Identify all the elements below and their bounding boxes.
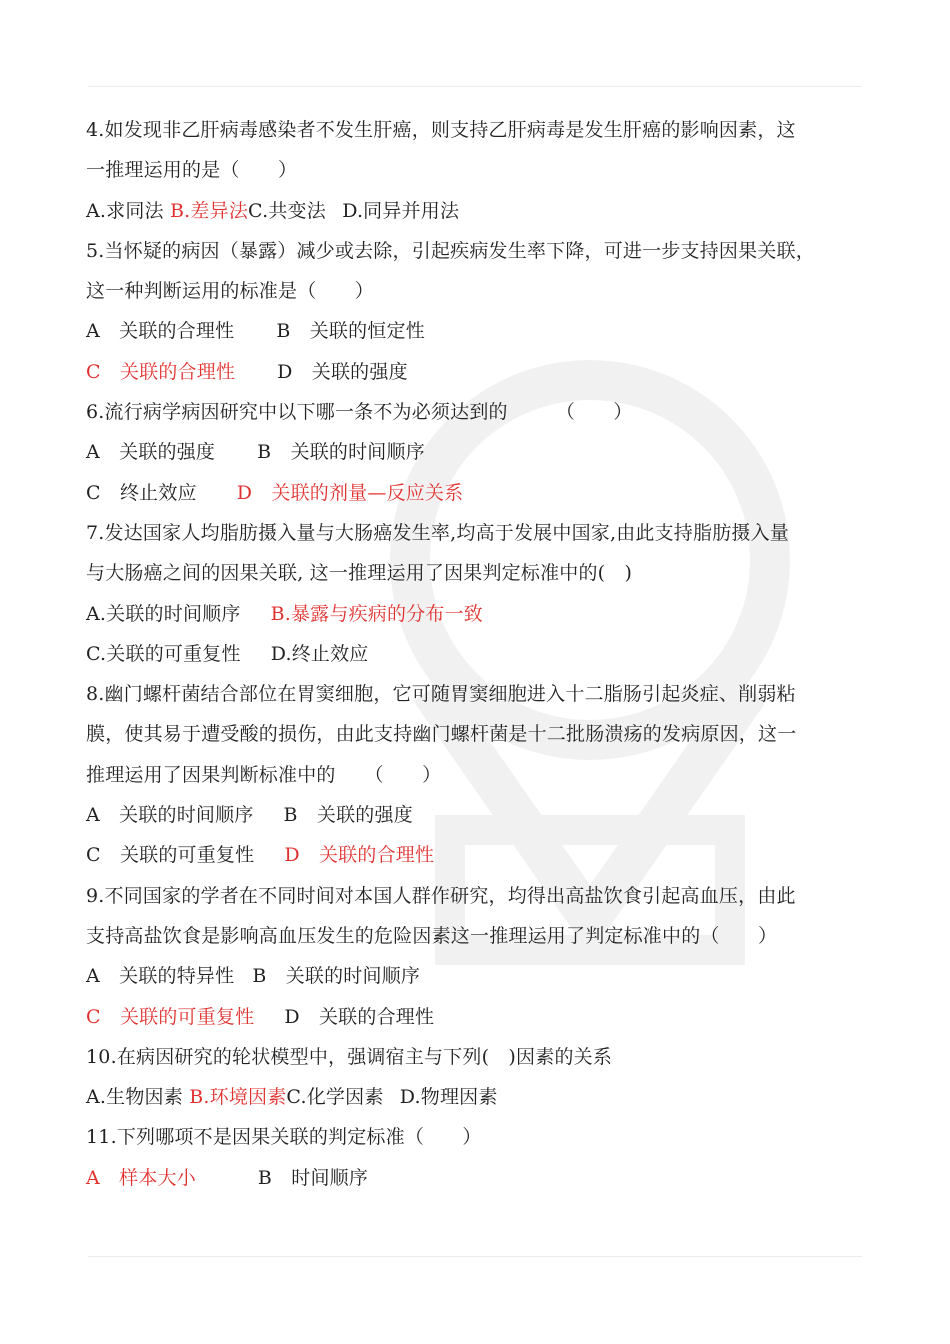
question-5-options-row-1 — [86, 311, 886, 351]
question-7-stem-line-1: 7.发达国家人均脂肪摄入量与大肠癌发生率,均高于发展中国家,由此支持脂肪摄入量 — [86, 521, 790, 544]
question-5-stem-line-2: 这一种判断运用的标准是（ ） — [86, 280, 375, 303]
option-b: B 关联的强度 — [283, 804, 413, 827]
question-11-stem-line-1: 11.下列哪项不是因果关联的判定标准（ ） — [86, 1126, 482, 1149]
option-d-answer: D 关联的合理性 — [284, 844, 435, 867]
option-a: A 关联的强度 — [86, 441, 216, 464]
option-a: A.生物因素 — [86, 1086, 183, 1109]
option-d: D 关联的合理性 — [284, 1005, 435, 1028]
question-9-stem-line-2: 支持高盐饮食是影响高血压发生的危险因素这一推理运用了判定标准中的（ ） — [86, 924, 778, 947]
option-c: C 终止效应 — [86, 481, 197, 504]
question-9-options-row-1 — [86, 956, 886, 996]
option-d: D.物理因素 — [399, 1086, 498, 1109]
question-8-stem-line-3: 推理运用了因果判断标准中的 （ ） — [86, 763, 442, 786]
question-8-options-row-1 — [86, 795, 886, 835]
option-c-answer: C 关联的合理性 — [86, 360, 236, 383]
option-c: C.关联的可重复性 — [86, 642, 241, 665]
option-b-answer: B.环境因素 — [189, 1086, 287, 1109]
question-7-options-row-1 — [86, 594, 886, 634]
option-d: D.同异并用法 — [342, 199, 460, 222]
header-rule — [88, 86, 862, 87]
option-a: A 关联的时间顺序 — [86, 804, 254, 827]
question-9-stem-line-1: 9.不同国家的学者在不同时间对本国人群作研究，均得出高盐饮食引起高血压，由此 — [86, 884, 796, 907]
option-d-answer: D 关联的剂量—反应关系 — [236, 481, 464, 504]
question-10-stem-line-1: 10.在病因研究的轮状模型中，强调宿主与下列( )因素的关系 — [86, 1045, 613, 1068]
option-d: D 关联的强度 — [277, 360, 408, 383]
question-9-options-row-2 — [86, 997, 886, 1037]
option-c: C 关联的可重复性 — [86, 844, 255, 867]
question-5-options-row-2 — [86, 352, 886, 392]
option-b-answer: B.差异法 — [170, 199, 249, 222]
question-7-stem-line-2: 与大肠癌之间的因果关联, 这一推理运用了因果判定标准中的( ) — [86, 562, 633, 585]
question-4-stem-line-2: 一推理运用的是（ ） — [86, 159, 298, 182]
option-b: B 关联的时间顺序 — [252, 965, 421, 988]
option-a: A.求同法 — [86, 199, 164, 222]
option-c-answer: C 关联的可重复性 — [86, 1005, 255, 1028]
question-list — [86, 110, 886, 1198]
option-a: A 关联的合理性 — [86, 320, 235, 343]
option-d: D.终止效应 — [270, 642, 369, 665]
option-a: A.关联的时间顺序 — [86, 602, 241, 625]
question-8-stem-line-1: 8.幽门螺杆菌结合部位在胃窦细胞，它可随胃窦细胞进入十二脂肠引起炎症、削弱粘 — [86, 683, 796, 706]
option-a: A 关联的特异性 — [86, 965, 235, 988]
option-c: C.共变法 — [248, 199, 326, 222]
option-c: C.化学因素 — [286, 1086, 384, 1109]
question-6-options-row-1 — [86, 432, 886, 472]
option-b: B 关联的恒定性 — [276, 320, 425, 343]
option-b-answer: B.暴露与疾病的分布一致 — [270, 602, 483, 625]
question-10-options — [86, 1077, 886, 1117]
option-a-answer: A 样本大小 — [86, 1166, 196, 1189]
question-6-stem-line-1: 6.流行病学病因研究中以下哪一条不为必须达到的 （ ） — [86, 401, 633, 424]
footer-rule — [88, 1256, 862, 1257]
question-11-options-row-1 — [86, 1158, 886, 1198]
question-8-options-row-2 — [86, 835, 886, 875]
question-4-options — [86, 191, 886, 231]
question-5-stem-line-1: 5.当怀疑的病因（暴露）减少或去除，引起疾病发生率下降，可进一步支持因果关联， — [86, 239, 815, 262]
question-8-stem-line-2: 膜，使其易于遭受酸的损伤，由此支持幽门螺杆菌是十二批肠溃疡的发病原因，这一 — [86, 723, 797, 746]
option-b: B 时间顺序 — [257, 1166, 369, 1189]
option-b: B 关联的时间顺序 — [257, 441, 425, 464]
question-7-options-row-2 — [86, 634, 886, 674]
question-4-stem-line-1: 4.如发现非乙肝病毒感染者不发生肝癌，则支持乙肝病毒是发生肝癌的影响因素，这 — [86, 119, 796, 141]
question-6-options-row-2 — [86, 473, 886, 513]
